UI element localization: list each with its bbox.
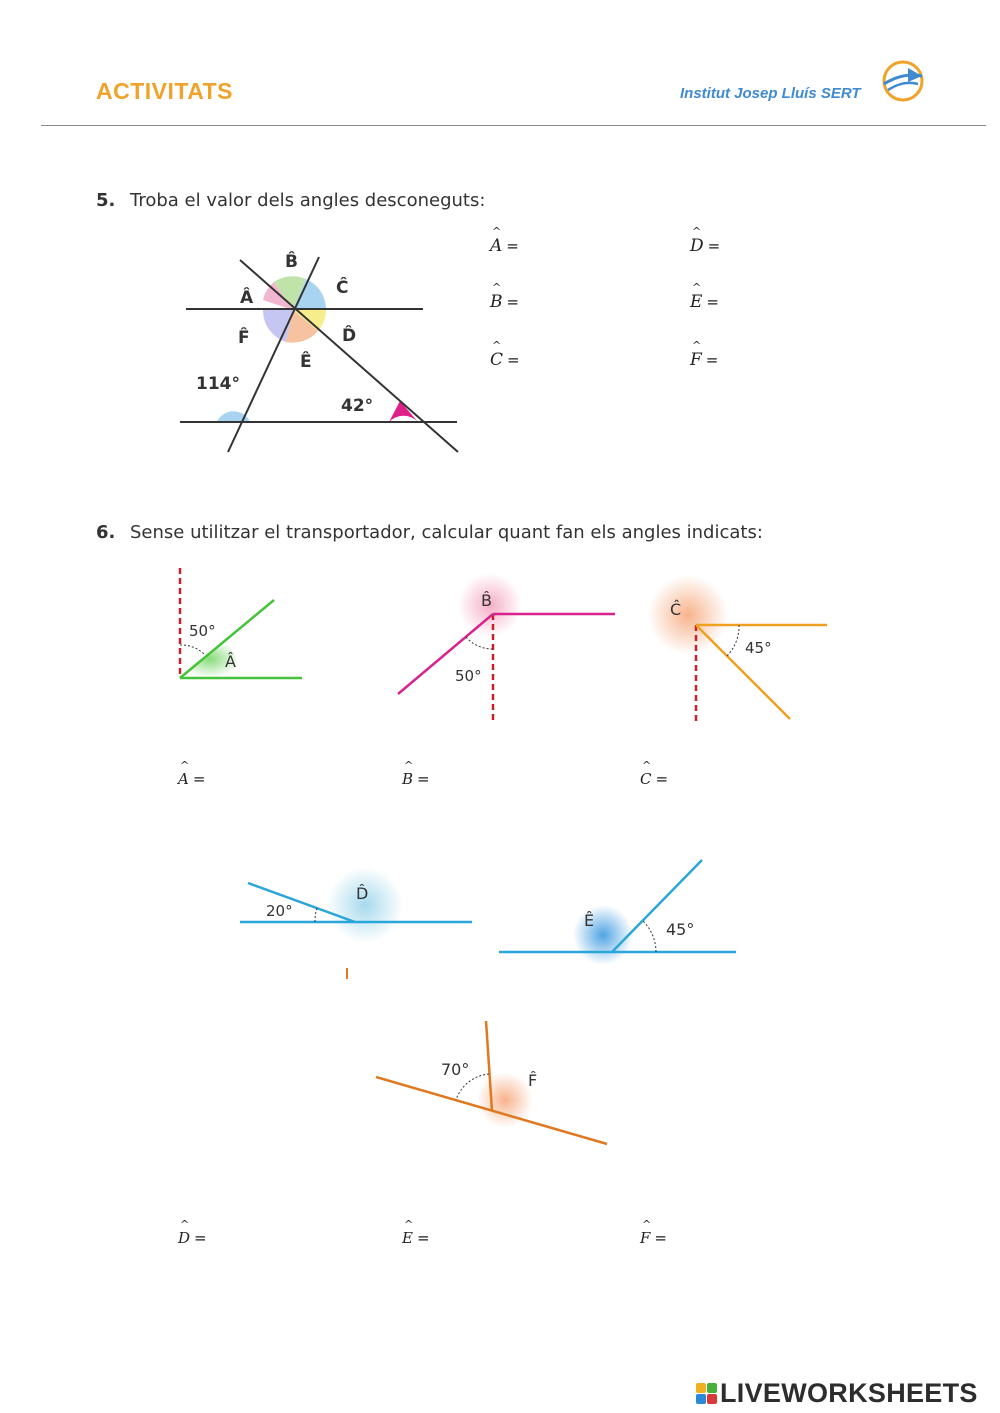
liveworksheets-badge-icon — [696, 1383, 717, 1404]
q6-figure-a — [180, 568, 302, 678]
q6-figure-a-angle: 50° — [189, 622, 216, 640]
q6-answer-f-input[interactable] — [672, 1227, 796, 1251]
q6-answer-b-input[interactable] — [434, 768, 558, 792]
q5-angle-42: 42° — [341, 396, 374, 416]
q6-answer-f: ^ F = — [640, 1227, 796, 1251]
q5-answer-c: ^ C = — [490, 348, 649, 372]
q6-figure-c — [648, 575, 827, 725]
q6-figure-e-label: Ê — [584, 911, 595, 930]
q6-figure-f — [376, 1021, 607, 1144]
liveworksheets-logo-text: LIVEWORKSHEETS — [720, 1378, 978, 1408]
header-divider — [41, 125, 986, 126]
q5-answer-b-input[interactable] — [524, 290, 648, 314]
q5-label-f: F̂ — [238, 328, 250, 348]
q5-answer-e-input[interactable] — [724, 290, 848, 314]
q6-answer-d-input[interactable] — [211, 1227, 335, 1251]
q5-label-b: B̂ — [285, 252, 298, 272]
q6-figure-f-angle: 70° — [441, 1060, 470, 1079]
q6-figure-b-label: B̂ — [481, 591, 492, 610]
q5-answer-a: ^ A = — [490, 234, 648, 258]
q6-answer-b: ^ B = — [402, 768, 558, 792]
question-5-number: 5. — [96, 190, 116, 211]
question-6-text: Sense utilitzar el transportador, calcular quant fan els angles indicats: — [130, 522, 763, 543]
q6-answer-a: ^ A = — [178, 768, 334, 792]
question-5-text: Troba el valor dels angles desconeguts: — [130, 190, 486, 211]
q6-answer-e: ^ E = — [402, 1227, 558, 1251]
header-title: ACTIVITATS — [96, 78, 234, 104]
q5-label-d: D̂ — [342, 326, 357, 346]
q6-figure-c-label: Ĉ — [670, 600, 682, 619]
q6-answer-a-input[interactable] — [210, 768, 334, 792]
q6-figure-a-label: Â — [225, 652, 236, 671]
question-6-number: 6. — [96, 522, 116, 543]
q5-answer-f: ^ F = — [690, 348, 848, 372]
q6-figure-e — [499, 860, 736, 965]
q5-label-e: Ê — [300, 352, 312, 372]
question-5 — [96, 190, 485, 211]
q5-answer-d-input[interactable] — [726, 234, 850, 258]
school-logo-icon — [878, 60, 928, 102]
q5-diagram — [170, 235, 470, 460]
q5-label-c: Ĉ — [336, 278, 349, 298]
q6-figure-b-angle: 50° — [455, 667, 482, 685]
q6-answer-c-input[interactable] — [673, 768, 797, 792]
q6-figure-c-angle: 45° — [745, 639, 772, 657]
q6-figure-e-angle: 45° — [666, 920, 695, 939]
school-name: Institut Josep Lluís SERT — [680, 85, 861, 102]
q6-figures — [0, 555, 1000, 1165]
q5-answer-a-input[interactable] — [524, 234, 648, 258]
q6-figure-d-label: D̂ — [356, 884, 369, 903]
q5-label-a: Â — [240, 288, 254, 308]
liveworksheets-logo[interactable] — [696, 1378, 978, 1409]
q6-figure-f-label: F̂ — [528, 1071, 538, 1090]
q5-answer-e: ^ E = — [690, 290, 848, 314]
q6-figure-d-angle: 20° — [266, 902, 293, 920]
q5-answer-c-input[interactable] — [525, 348, 649, 372]
q5-answer-d: ^ D = — [690, 234, 850, 258]
q6-answer-d: ^ D = — [178, 1227, 335, 1251]
q5-answer-f-input[interactable] — [724, 348, 848, 372]
q6-answer-e-input[interactable] — [434, 1227, 558, 1251]
q5-answer-b: ^ B = — [490, 290, 648, 314]
q6-answer-c: ^ C = — [640, 768, 797, 792]
q5-angle-114: 114° — [196, 374, 240, 394]
question-6 — [96, 522, 763, 543]
q6-figure-d — [240, 867, 472, 979]
q6-figure-b — [398, 573, 615, 724]
